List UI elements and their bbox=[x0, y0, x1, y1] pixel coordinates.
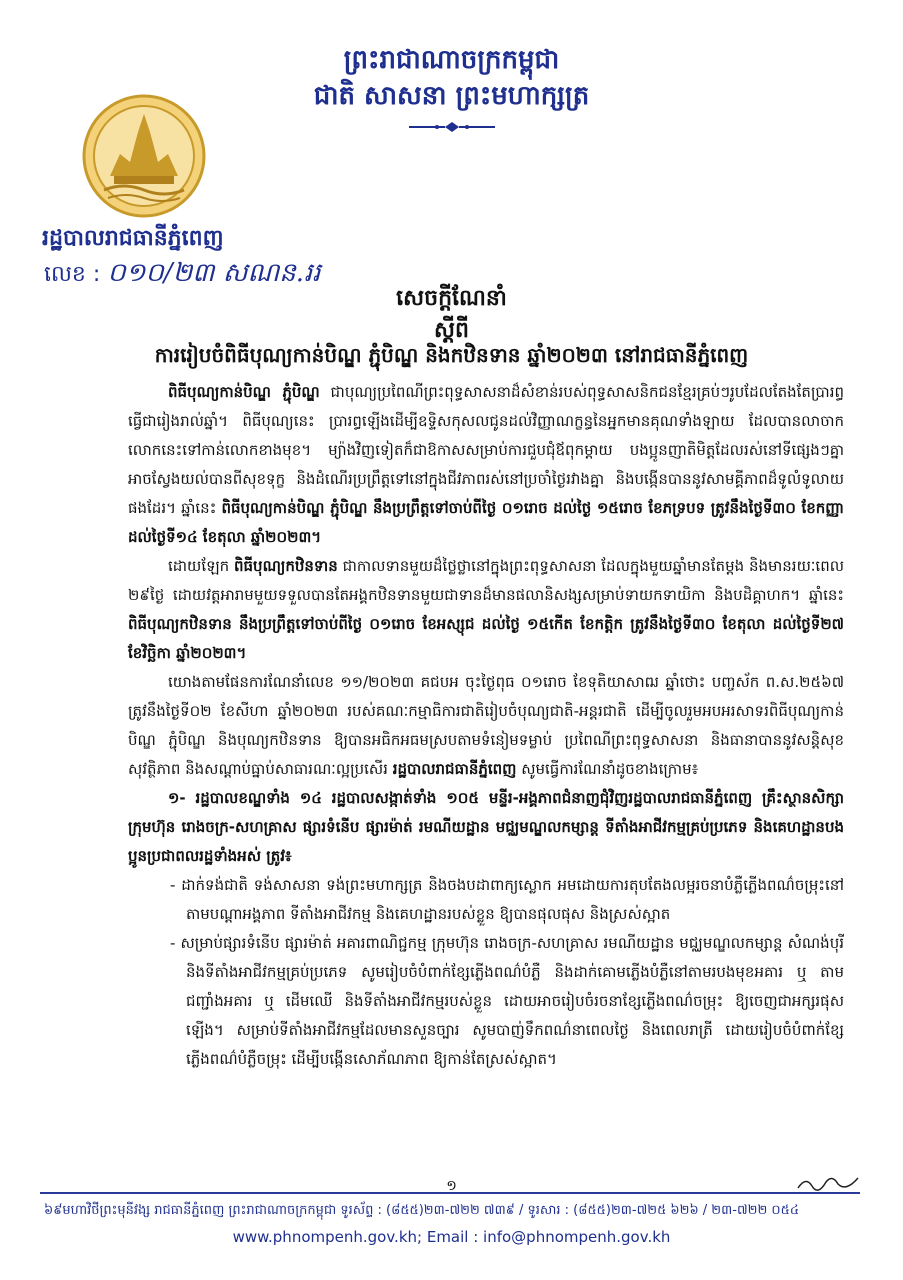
footer-contact: www.phnompenh.gov.kh; Email : info@phnompenh.gov.kh bbox=[232, 1228, 671, 1246]
page-number: ១ bbox=[446, 1178, 457, 1194]
kingdom-title: ព្រះរាជាណាចក្រកម្ពុជា bbox=[343, 45, 560, 75]
p1-emphasis-dates: ពិធីបុណ្យកាន់បិណ្ឌ ភ្ជុំបិណ្ឌ នឹងប្រព្រឹត្តទៅចាប់ពីថ្ងៃ ០១រោច ដល់ថ្ងៃ ១៥រោច ខែភទ្របទ ត្រូវនឹងថ្ងៃទី៣០ ខែកញ្ញា ដល់ថ្ងៃទី១៤ ខែតុលា ឆ្នាំ២០២៣។ bbox=[128, 499, 844, 546]
document-body bbox=[128, 378, 844, 1074]
p2-text: ជាកាលទានមួយដ៏ថ្លៃថ្លានៅក្នុងព្រះពុទ្ធសាសនា ដែលក្នុងមួយឆ្នាំមានតែម្តង និងមានរយៈពេល ២៩ថ្ងៃ ដោយវត្តអារាមមួយទទួលបានតែអង្គកឋិនទានមួយជាទានដ៏មានផលានិសង្សសម្រាប់ទាយកទាយិកា និងបដិគ្គាហក។ ឆ្នាំនេះ bbox=[128, 557, 844, 604]
p3-closing: សូមធ្វើការណែនាំដូចខាងក្រោម៖ bbox=[516, 760, 699, 778]
issuing-office: រដ្ឋបាលរាជធានីភ្នំពេញ bbox=[42, 226, 224, 251]
document-subject: ការរៀបចំពិធីបុណ្យកាន់បិណ្ឌ ភ្ជុំបិណ្ឌ និងកឋិនទាន ឆ្នាំ២០២៣ នៅរាជធានីភ្នំពេញ bbox=[154, 343, 749, 367]
p1-text: ជាបុណ្យប្រពៃណីព្រះពុទ្ធសាសនាដ៏សំខាន់របស់ពុទ្ធសាសនិកជនខ្មែរគ្រប់ៗរូបដែលតែងតែប្រារព្ធធ្វើជារៀងរាល់ឆ្នាំ។ ពិធីបុណ្យនេះ ប្រារព្ធឡើងដើម្បីឧទ្ទិសកុសលជូនដល់វិញ្ញាណក្ខន្ធនៃអ្នកមានគុណទាំងឡាយ ដែលបានលាចាកលោកនេះទៅកាន់លោកខាងមុខ។ ម្យ៉ាងវិញទៀតក៏ជាឱកាសសម្រាប់ការជួបជុំឪពុកម្តាយ បងប្អូនញាតិមិត្តដែលរស់នៅទីផ្សេងៗគ្នា អាចស្វែងយល់បានពីសុខទុក្ខ និងដំណើរប្រព្រឹត្តទៅនៅក្នុងជីវភាពរស់នៅប្រចាំថ្ងៃរវាងគ្នា និងបង្កើនបាននូវសាមគ្គីភាពដ៏ទូលំទូលាយផងដែរ។ ឆ្នាំនេះ bbox=[128, 383, 844, 517]
bullet-2: - សម្រាប់ផ្សារទំនើប ផ្សារម៉ាត់ អគារពាណិជ្ជកម្ម ក្រុមហ៊ុន រោងចក្រ-សហគ្រាស រមណីយដ្ឋាន មជ្ឈមណ្ឌលកម្សាន្ត សំណង់បុរី និងទីតាំងអាជីវកម្មគ្រប់ប្រភេទ សូមរៀបចំបំពាក់ខ្សែភ្លើងពណ៌បំភ្លឺ និងដាក់គោមភ្លើងបំភ្លឺនៅតាមរបងមុខអគារ ឬ តាមជញ្ជាំងអគារ ឬ ដើមឈើ និងទីតាំងអាជីវកម្មរបស់ខ្លួន ដោយអាចរៀបចំរចនាខ្សែភ្លើងពណ៌ចម្រុះ ឱ្យចេញជាអក្សរផុសឡើង។ សម្រាប់ទីតាំងអាជីវកម្មដែលមានសួនច្បារ សូមបាញ់ទឹកពណ៌នាពេលថ្ងៃ និងពេលរាត្រី ដោយរៀបចំបំពាក់ខ្សែភ្លើងពណ៌បំភ្លឺចម្រុះ ដើម្បីបង្កើនសោភ័ណភាព ឱ្យកាន់តែស្រស់ស្អាត។ bbox=[170, 934, 844, 1068]
footer-divider bbox=[40, 1192, 860, 1194]
p1-emphasis: ពិធីបុណ្យកាន់បិណ្ឌ ភ្ជុំបិណ្ឌ bbox=[168, 383, 320, 401]
reference-label: លេខ : bbox=[44, 262, 101, 287]
p3-emphasis: រដ្ឋបាលរាជធានីភ្នំពេញ bbox=[392, 760, 517, 778]
bullet-1: - ដាក់ទង់ជាតិ ទង់សាសនា ទង់ព្រះមហាក្សត្រ និងចងបដាពាក្យស្លោក អមដោយការតុបតែងលម្អរចនាបំភ្លឺភ្លើងពណ៌ចម្រុះនៅតាមបណ្តាអង្គភាព ទីតាំងអាជីវកម្ម និងគេហដ្ឋានរបស់ខ្លួន ឱ្យបានផុលផុស និងស្រស់ស្អាត bbox=[170, 876, 844, 923]
document-title: សេចក្តីណែនាំ bbox=[396, 286, 507, 311]
list-item-1 bbox=[128, 784, 844, 871]
paragraph-2 bbox=[128, 552, 844, 668]
p2-emphasis: ពិធីបុណ្យកឋិនទាន bbox=[234, 557, 338, 575]
p2-lead: ដោយឡែក bbox=[168, 557, 235, 575]
phnom-penh-seal-logo bbox=[80, 92, 208, 220]
list-item-1-text: រដ្ឋបាលខណ្ឌទាំង ១៤ រដ្ឋបាលសង្កាត់ទាំង ១០៥ មន្ទីរ-អង្គភាពជំនាញជុំវិញរដ្ឋបាលរាជធានីភ្នំពេញ គ្រឹះស្ថានសិក្សា ក្រុមហ៊ុន រោងចក្រ-សហគ្រាស ផ្សារទំនើប ផ្សារម៉ាត់ រមណីយដ្ឋាន មជ្ឈមណ្ឌលកម្សាន្ត ទីតាំងអាជីវកម្មគ្រប់ប្រភេទ និងគេហដ្ឋានបងប្អូនប្រជាពលរដ្ឋទាំងអស់ ត្រូវ៖ bbox=[128, 789, 844, 865]
reference-value: ០១០/២៣ សណន.ររ bbox=[107, 258, 321, 288]
footer-address: ៦៩មហាវិថីព្រះមុនីវង្ស រាជធានីភ្នំពេញ ព្រះរាជាណាចក្រកម្ពុជា ទូរស័ព្ទ : (៨៥៥)២៣-៧២២ ៧៣៩ / ទូរសារ : (៨៥៥)២៣-៧២៥ ៦២៦ / ២៣-៧២២ ០៥៤ bbox=[44, 1203, 800, 1218]
document-subtitle: ស្តីពី bbox=[434, 318, 469, 343]
ornament-divider bbox=[407, 120, 497, 134]
list-item-number: ១- bbox=[168, 789, 186, 807]
paragraph-3 bbox=[128, 668, 844, 784]
p2-emphasis-dates: ពិធីបុណ្យកឋិនទាន នឹងប្រព្រឹត្តទៅចាប់ពីថ្ងៃ ០១រោច ខែអស្សុជ ដល់ថ្ងៃ ១៥កើត ខែកត្តិក ត្រូវនឹងថ្ងៃទី៣០ ខែតុលា ដល់ថ្ងៃទី២៧ ខែវិច្ឆិកា ឆ្នាំ២០២៣។ bbox=[128, 615, 844, 662]
paragraph-1 bbox=[128, 378, 844, 552]
p3-text: យោងតាមផែនការណែនាំលេខ ១១/២០២៣ គជបអ ចុះថ្ងៃពុធ ០១រោច ខែទុតិយាសាឍ ឆ្នាំថោះ បញ្ចស័ក ព.ស.២៥៦៧ ត្រូវនឹងថ្ងៃទី០២ ខែសីហា ឆ្នាំ២០២៣ របស់គណៈកម្មាធិការជាតិរៀបចំបុណ្យជាតិ-អន្តរជាតិ ដើម្បីចូលរួមអបអរសាទរពិធីបុណ្យកាន់បិណ្ឌ ភ្ជុំបិណ្ឌ និងបុណ្យកឋិនទាន ឱ្យបានអធិកអធមស្របតាមទំនៀមទម្លាប់ ប្រពៃណីព្រះពុទ្ធសាសនា និងធានាបាននូវសន្តិសុខ សុវត្ថិភាព និងសណ្តាប់ធ្នាប់សាធារណៈល្អប្រសើរ bbox=[128, 673, 844, 778]
national-motto: ជាតិ សាសនា ព្រះមហាក្សត្រ bbox=[313, 81, 590, 111]
initials-signature bbox=[796, 1172, 860, 1194]
